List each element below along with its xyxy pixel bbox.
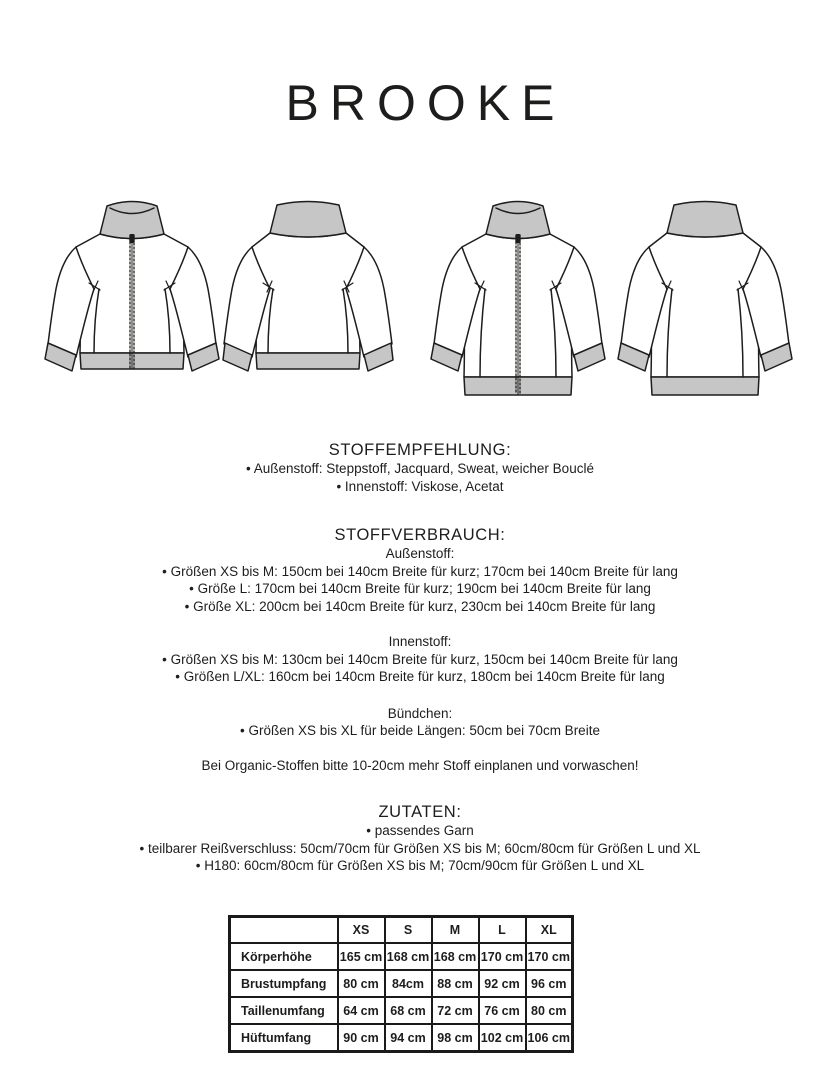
cell-value: 68 cm: [385, 997, 432, 1024]
bullet-line: • Innenstoff: Viskose, Acetat: [336, 478, 504, 494]
size-table-corner-cell: [230, 917, 338, 944]
table-row-brustumpfang: [230, 970, 573, 997]
size-col-xl: XL: [526, 917, 573, 944]
cell-value: 170 cm: [526, 943, 573, 970]
technical-drawings: [0, 193, 840, 413]
size-col-m: M: [432, 917, 479, 944]
cell-value: 80 cm: [338, 970, 385, 997]
cell-value: 98 cm: [432, 1024, 479, 1052]
cell-value: 168 cm: [432, 943, 479, 970]
cell-value: 168 cm: [385, 943, 432, 970]
size-table-header-row: [230, 917, 573, 944]
cell-value: 80 cm: [526, 997, 573, 1024]
cell-value: 106 cm: [526, 1024, 573, 1052]
bullet-line: • Größe L: 170cm bei 140cm Breite für kurz; 190cm bei 140cm Breite für lang: [189, 581, 651, 596]
cell-value: 64 cm: [338, 997, 385, 1024]
bullet-line: • Außenstoff: Steppstoff, Jacquard, Sweat, weicher Bouclé: [246, 461, 594, 476]
cell-value: 170 cm: [479, 943, 526, 970]
cell-value: 102 cm: [479, 1024, 526, 1052]
jacket-back-long-drawing: [613, 193, 797, 413]
row-label: Hüftumfang: [230, 1024, 338, 1052]
bullet-line: • Größen L/XL: 160cm bei 140cm Breite für kurz, 180cm bei 140cm Breite für lang: [175, 669, 665, 684]
size-col-s: S: [385, 917, 432, 944]
organic-note: Bei Organic-Stoffen bitte 10-20cm mehr Stoff einplanen und vorwaschen!: [201, 757, 639, 773]
jacket-front-long-drawing: [423, 193, 613, 413]
bullet-line: • Größen XS bis M: 130cm bei 140cm Breite für kurz, 150cm bei 140cm Breite für lang: [162, 651, 678, 667]
size-col-xs: XS: [338, 917, 385, 944]
jacket-front-short-drawing: [43, 193, 221, 393]
info-text: [0, 440, 840, 875]
bullet-line: • Größe XL: 200cm bei 140cm Breite für kurz, 230cm bei 140cm Breite für lang: [184, 598, 656, 614]
cell-value: 88 cm: [432, 970, 479, 997]
cell-value: 165 cm: [338, 943, 385, 970]
bullet-line: • teilbarer Reißverschluss: 50cm/70cm für Größen XS bis M; 60cm/80cm für Größen L und XL: [139, 840, 701, 856]
cell-value: 94 cm: [385, 1024, 432, 1052]
cell-value: 90 cm: [338, 1024, 385, 1052]
subheading-innenstoff: Innenstoff:: [388, 634, 452, 649]
row-label: Körperhöhe: [230, 943, 338, 970]
cell-value: 76 cm: [479, 997, 526, 1024]
row-label: Taillenumfang: [230, 997, 338, 1024]
section-heading-stoffverbrauch: STOFFVERBRAUCH:: [334, 526, 506, 544]
cell-value: 84cm: [385, 970, 432, 997]
table-row-taillenumfang: [230, 997, 573, 1024]
row-label: Brustumpfang: [230, 970, 338, 997]
page-title: BROOKE: [285, 75, 566, 131]
bullet-line: • Größen XS bis M: 150cm bei 140cm Breite für kurz; 170cm bei 140cm Breite für lang: [162, 563, 678, 579]
subheading-buendchen: Bündchen:: [387, 705, 453, 721]
size-table: [228, 915, 574, 1053]
section-heading-stoffempfehlung: STOFFEMPFEHLUNG:: [328, 441, 512, 459]
size-col-l: L: [479, 917, 526, 944]
table-row-hueftumfang: [230, 1024, 573, 1052]
bullet-line: • passendes Garn: [366, 823, 474, 838]
cell-value: 92 cm: [479, 970, 526, 997]
bullet-line: • Größen XS bis XL für beide Längen: 50cm bei 70cm Breite: [240, 723, 600, 738]
cell-value: 96 cm: [526, 970, 573, 997]
section-heading-zutaten: ZUTATEN:: [378, 803, 462, 821]
bullet-line: • H180: 60cm/80cm für Größen XS bis M; 70cm/90cm für Größen L und XL: [195, 858, 645, 873]
table-row-koerperhoehe: [230, 943, 573, 970]
subheading-aussenstoff: Außenstoff:: [385, 546, 455, 561]
cell-value: 72 cm: [432, 997, 479, 1024]
jacket-back-short-drawing: [221, 193, 395, 393]
